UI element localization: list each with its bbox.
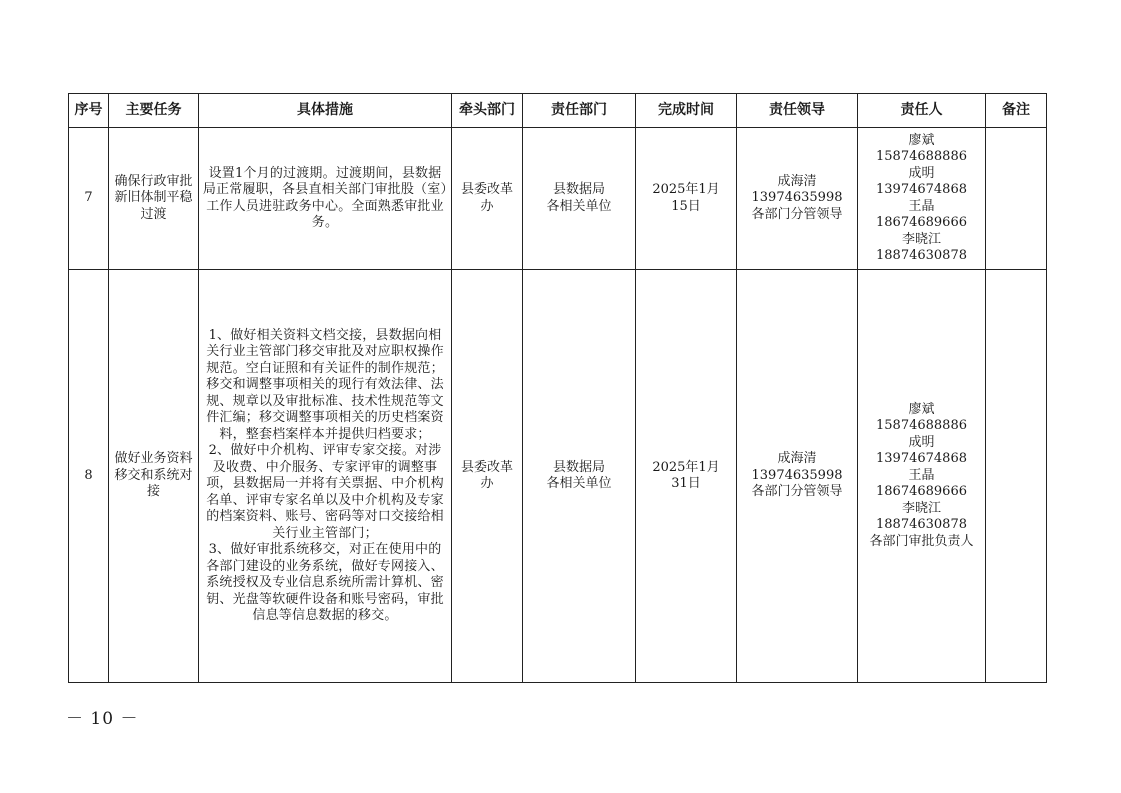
responsible-department (523, 128, 636, 270)
measure-item-1: 1、做好相关资料文档交接，县数据向相关行业主管部门移交审批及对应职权操作规范。空白证照和有关证件的制作规范；移交和调整事项相关的现行有效法律、法规、规章以及审批标准、技术性规范等文件汇编；移交调整事项相关的历史档案资料，整套档案样本并提供归档要求； (206, 327, 444, 442)
specific-measures: 设置1个月的过渡期。过渡期间，县数据局正常履职，各县直相关部门审批股（室）工作人员进驻政务中心。全面熟悉审批业务。 (199, 128, 452, 270)
person-group: 各部门审批负责人 (869, 533, 974, 549)
responsible-person (858, 128, 986, 270)
lead-department: 县委改革办 (452, 270, 523, 683)
person-phone: 15874688886 (876, 149, 967, 164)
deadline-line: 2025年1月 (652, 459, 720, 475)
main-task: 确保行政审批新旧体制平稳过渡 (109, 128, 199, 270)
leader-phone: 13974635998 (751, 190, 843, 206)
person-phone: 13974674868 (876, 182, 967, 197)
dept-line: 县数据局 (552, 459, 605, 475)
page-number: － 10 － (66, 709, 139, 729)
person-name: 李晓江 (901, 500, 941, 516)
deadline-line: 31日 (671, 476, 701, 491)
responsible-person (858, 270, 986, 683)
header-remark: 备注 (986, 94, 1047, 128)
header-seq: 序号 (69, 94, 109, 128)
deadline-line: 15日 (671, 198, 701, 214)
row-number: 7 (69, 128, 109, 270)
person-phone: 18674689666 (876, 484, 967, 500)
person-name: 王晶 (908, 467, 935, 483)
main-task: 做好业务资料移交和系统对接 (109, 270, 199, 683)
leader-name: 成海清 (777, 451, 817, 467)
deadline (636, 270, 737, 683)
leader-name: 成海清 (777, 173, 817, 189)
person-phone: 15874688886 (876, 418, 967, 434)
specific-measures (199, 270, 452, 683)
table-header-row (69, 94, 1047, 128)
leader-phone: 13974635998 (751, 467, 843, 483)
task-table (68, 93, 1047, 683)
person-name: 李晓江 (901, 231, 941, 247)
remark (986, 128, 1047, 270)
person-name: 王晶 (908, 198, 935, 214)
person-name: 廖斌 (908, 401, 935, 417)
person-phone: 18874630878 (876, 248, 967, 263)
header-measures: 具体措施 (199, 94, 452, 128)
responsible-leader (737, 270, 858, 683)
header-person: 责任人 (858, 94, 986, 128)
dept-line: 县数据局 (552, 182, 605, 197)
row-number: 8 (69, 270, 109, 683)
measure-item-2: 2、做好中介机构、评审专家交接。对涉及收费、中介服务、专家评审的调整事项，县数据局一并将有关票据、中介机构名单、评审专家名单以及中介机构及专家的档案资料、账号、密码等对口交接给相关行业主管部门； (206, 443, 444, 541)
person-name: 成明 (908, 434, 935, 450)
lead-department: 县委改革办 (452, 128, 523, 270)
header-leader: 责任领导 (737, 94, 858, 128)
header-resp-dept: 责任部门 (523, 94, 636, 128)
responsible-leader (737, 128, 858, 270)
deadline-line: 2025年1月 (652, 182, 720, 197)
person-name: 廖斌 (908, 132, 935, 148)
person-phone: 18674689666 (876, 215, 967, 230)
dept-line: 各相关单位 (546, 476, 612, 491)
leader-role: 各部门分管领导 (751, 484, 843, 500)
dept-line: 各相关单位 (546, 198, 612, 214)
leader-role: 各部门分管领导 (751, 206, 843, 222)
deadline (636, 128, 737, 270)
measure-item-3: 3、做好审批系统移交，对正在使用中的各部门建设的业务系统，做好专网接入、系统授权及专业信息系统所需计算机、密钥、光盘等软硬件设备和账号密码，审批信息等信息数据的移交。 (206, 542, 444, 623)
header-lead-dept: 牵头部门 (452, 94, 523, 128)
person-phone: 13974674868 (876, 451, 967, 467)
person-phone: 18874630878 (876, 517, 967, 533)
header-task: 主要任务 (109, 94, 199, 128)
remark (986, 270, 1047, 683)
person-name: 成明 (908, 165, 935, 181)
table-row (69, 128, 1047, 270)
header-deadline: 完成时间 (636, 94, 737, 128)
table-row (69, 270, 1047, 683)
responsible-department (523, 270, 636, 683)
